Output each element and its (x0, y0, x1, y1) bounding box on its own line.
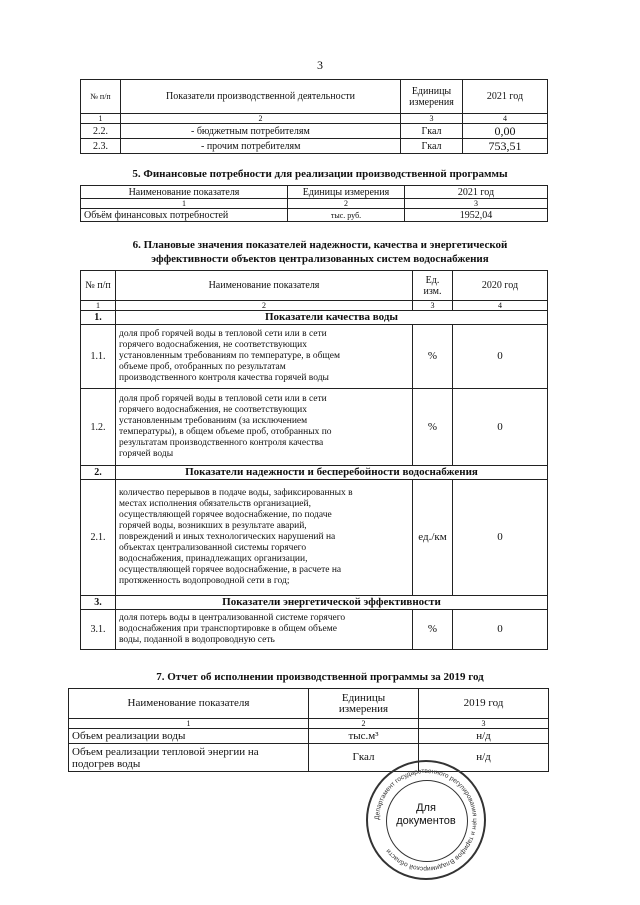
financial-table (80, 185, 548, 222)
numbering-cell: 1 (81, 114, 121, 124)
group-num: 2. (81, 466, 116, 480)
group-title: Показатели качества воды (116, 311, 548, 325)
table-row (81, 124, 548, 139)
section7-title: 7. Отчет об исполнении производственной программы за 2019 год (156, 671, 484, 683)
group-row (81, 466, 548, 480)
row-num: 2.1. (81, 480, 116, 596)
row-unit: % (413, 325, 453, 389)
stamp-center-text: Для документов (396, 802, 456, 827)
row-value: 753,51 (463, 139, 548, 154)
section5-title: 5. Финансовые потребности для реализации производственной программы (132, 168, 508, 180)
table-row (81, 325, 548, 389)
numbering-cell: 2 (288, 199, 405, 209)
table-row (81, 139, 548, 154)
row-value: 0 (453, 610, 548, 650)
header-indicator: Показатели производственной деятельности (121, 80, 401, 114)
numbering-cell: 1 (81, 301, 116, 311)
row-unit: Гкал (401, 124, 463, 139)
numbering-cell: 3 (419, 719, 549, 729)
indicators-table (80, 270, 548, 650)
row-value: 1952,04 (405, 209, 548, 222)
row-name: - прочим потребителям (121, 139, 401, 154)
section6-title-line2: эффективности объектов централизованных систем водоснабжения (151, 253, 489, 265)
numbering-cell: 1 (81, 199, 288, 209)
header-indicator: Наименование показателя (81, 186, 288, 199)
header-unit: Единицы измерения (288, 186, 405, 199)
group-num: 3. (81, 596, 116, 610)
row-name: Объём финансовых потребностей (81, 209, 288, 222)
report-table (68, 688, 549, 772)
table-row (81, 480, 548, 596)
row-value: 0,00 (463, 124, 548, 139)
row-value: 0 (453, 389, 548, 466)
row-unit: тыс.м³ (309, 729, 419, 744)
numbering-cell: 2 (116, 301, 413, 311)
group-row (81, 596, 548, 610)
row-num: 2.3. (81, 139, 121, 154)
header-year: 2020 год (453, 271, 548, 301)
header-indicator: Наименование показателя (116, 271, 413, 301)
row-unit: ед./км (413, 480, 453, 596)
row-description: доля проб горячей воды в тепловой сети или в сети горячего водоснабжения, не соответствующих установленным требованиям (за исключением температуры), в общем объеме проб, отобранных по результатам производственного контроля качества горячей воды (116, 389, 413, 466)
row-name: - бюджетным потребителям (121, 124, 401, 139)
table-row (81, 209, 548, 222)
table-row (69, 729, 549, 744)
section6-title-line1: 6. Плановые значения показателей надежности, качества и энергетической (132, 239, 508, 251)
table-row (81, 610, 548, 650)
row-description: доля потерь воды в централизованной системе горячего водоснабжения при транспортировке в общем объеме воды, поданной в водопроводную сеть (116, 610, 413, 650)
header-unit: Единицы измерения (309, 689, 419, 719)
numbering-cell: 2 (309, 719, 419, 729)
group-row (81, 311, 548, 325)
header-num: № п/п (81, 80, 121, 114)
header-unit: Единицы измерения (401, 80, 463, 114)
row-unit: Гкал (401, 139, 463, 154)
row-num: 1.1. (81, 325, 116, 389)
numbering-cell: 4 (463, 114, 548, 124)
header-num: № п/п (81, 271, 116, 301)
row-value: н/д (419, 744, 549, 772)
official-stamp (366, 760, 486, 880)
table-row (81, 389, 548, 466)
row-num: 1.2. (81, 389, 116, 466)
row-unit: Гкал (309, 744, 419, 772)
header-indicator: Наименование показателя (69, 689, 309, 719)
numbering-cell: 1 (69, 719, 309, 729)
header-year: 2021 год (463, 80, 548, 114)
numbering-cell: 3 (405, 199, 548, 209)
row-value: н/д (419, 729, 549, 744)
numbering-cell: 3 (401, 114, 463, 124)
row-unit: тыс. руб. (288, 209, 405, 222)
numbering-cell: 4 (453, 301, 548, 311)
header-year: 2019 год (419, 689, 549, 719)
row-num: 3.1. (81, 610, 116, 650)
header-year: 2021 год (405, 186, 548, 199)
row-name: Объем реализации воды (69, 729, 309, 744)
header-unit: Ед. изм. (413, 271, 453, 301)
numbering-cell: 3 (413, 301, 453, 311)
row-value: 0 (453, 480, 548, 596)
row-unit: % (413, 610, 453, 650)
page-number: 3 (317, 58, 323, 72)
row-description: доля проб горячей воды в тепловой сети или в сети горячего водоснабжения, не соответствующих установленным требованиям по температуре, в общем объеме проб, отобранных по результатам производственного контроля качества горячей воды (116, 325, 413, 389)
row-num: 2.2. (81, 124, 121, 139)
group-title: Показатели надежности и бесперебойности водоснабжения (116, 466, 548, 480)
row-value: 0 (453, 325, 548, 389)
numbering-cell: 2 (121, 114, 401, 124)
row-name: Объем реализации тепловой энергии на подогрев воды (69, 744, 309, 772)
svg-text:Департамент государственного р: Департамент государственного регулирования цен и тарифов Владимирской области (373, 767, 479, 873)
row-description: количество перерывов в подаче воды, зафиксированных в местах исполнения обязательств организацией, осуществляющей горячее водоснабжение, по подаче горячей воды, возникших в результате аварий, повреждений и иных технологических нарушений на объектах централизованной системы горячего водоснабжения, принадлежащих организации, осуществляющей горячее водоснабжение, в расчете на протяженность водопроводной сети в год; (116, 480, 413, 596)
group-num: 1. (81, 311, 116, 325)
production-table (80, 79, 548, 154)
group-title: Показатели энергетической эффективности (116, 596, 548, 610)
row-unit: % (413, 389, 453, 466)
